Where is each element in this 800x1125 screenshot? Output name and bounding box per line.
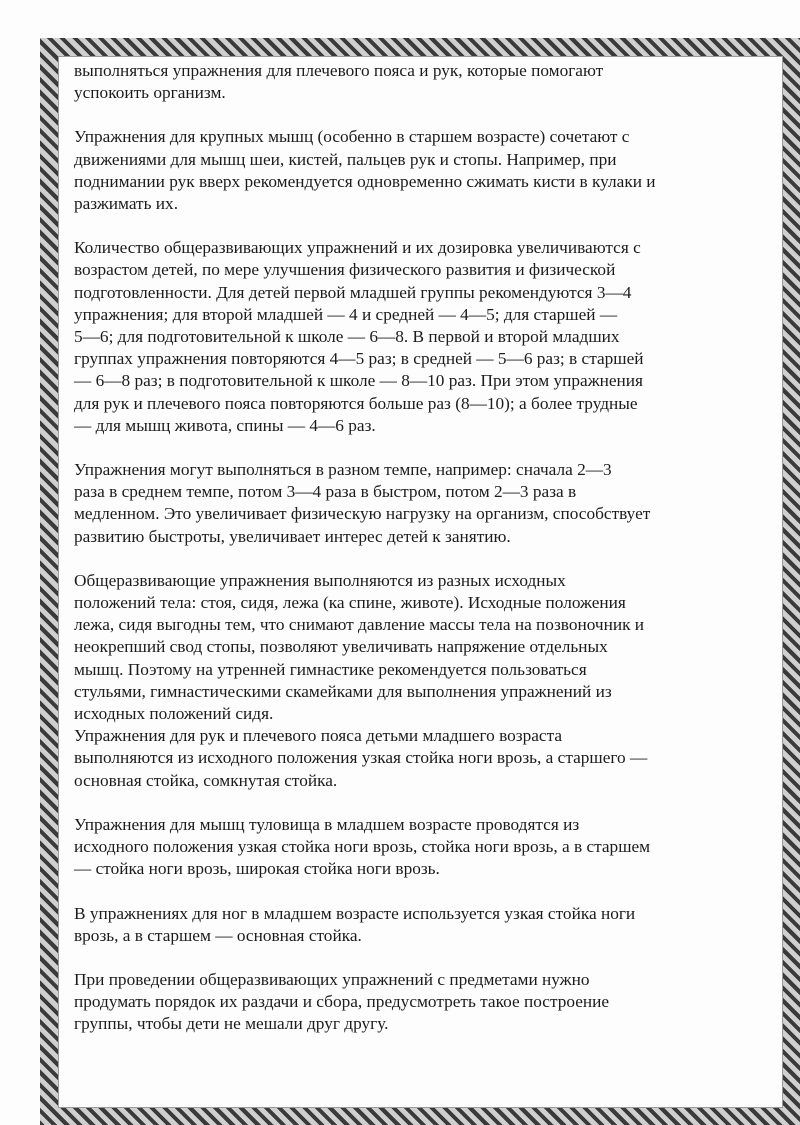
paragraph-3: Количество общеразвивающих упражнений и их дозировка увеличиваются с возрастом детей, по мере улучшения физического развития и физической подготовленности. Для детей первой младшей группы рекомендуются 3—4 упражнения; для второй младшей — 4 и средней — 4—5; для старшей — 5—6; для подготовительной к школе — 6—8. В первой и второй младших группах упражнения повторяются 4—5 раз; в средней — 5—6 раз; в старшей — 6—8 раз; в подготовительной к школе — 8—10 раз. При этом упражнения для рук и плечевого пояса повторяются больше раз (8—10); а более трудные — для мышц живота, спины — 4—6 раз. (74, 238, 644, 435)
paragraph-gap (74, 792, 742, 814)
paragraph-6: Упражнения для мышц туловища в младшем возрасте проводятся из исходного положения узкая стойка ноги врозь, стойка ноги врозь, а в старшем — стойка ноги врозь, широкая стойка ноги врозь. (74, 814, 651, 879)
paragraph-gap (74, 437, 742, 459)
paragraph-2: Упражнения для крупных мышц (особенно в старшем возрасте) сочетают с движениями для мышц шеи, кистей, пальцев рук и стопы. Например, при поднимании рук вверх рекомендуется одновременно сжимать кисти в кулаки и разжимать их. (74, 127, 656, 214)
paragraph-4: Упражнения могут выполняться в разном темпе, например: сначала 2—3 раза в среднем темпе, потом 3—4 раза в быстром, потом 2—3 раза в медленном. Это увеличивает физическую нагрузку на организм, способствует развитию быстроты, увеличивает интерес детей к занятию. (74, 460, 651, 546)
document-body (74, 60, 742, 1036)
paragraph-gap (74, 947, 742, 969)
paragraph-gap (74, 104, 742, 126)
paragraph-1: выполняться упражнения для плечевого пояса и рук, которые помогают успокоить организм. (74, 61, 604, 103)
paragraph-gap (74, 548, 742, 570)
paragraph-gap (74, 215, 742, 237)
paragraph-gap (74, 881, 742, 903)
paragraph-7: В упражнениях для ног в младшем возрасте используется узкая стойка ноги врозь, а в старшем — основная стойка. (74, 903, 636, 945)
paragraph-5: Общеразвивающие упражнения выполняются из разных исходных положений тела: стоя, сидя, лежа (ка спине, животе). Исходные положения лежа, сидя выгодны тем, что снимают давление массы тела на позвоночник и неокрепший свод стопы, позволяют увеличивать напряжение отдельных мышц. Поэтому на утренней гимнастике рекомендуется пользоваться стульями, гимнастическими скамейками для выполнения упражнений из исходных положений сидя. Упражнения для рук и плечевого пояса детьми младшего возраста выполняются из исходного положения узкая стойка ноги врозь, а старшего — основная стойка, сомкнутая стойка. (74, 570, 648, 790)
paragraph-8: При проведении общеразвивающих упражнений с предметами нужно продумать порядок их раздачи и сбора, предусмотреть такое построение группы, чтобы дети не мешали друг другу. (74, 969, 610, 1034)
